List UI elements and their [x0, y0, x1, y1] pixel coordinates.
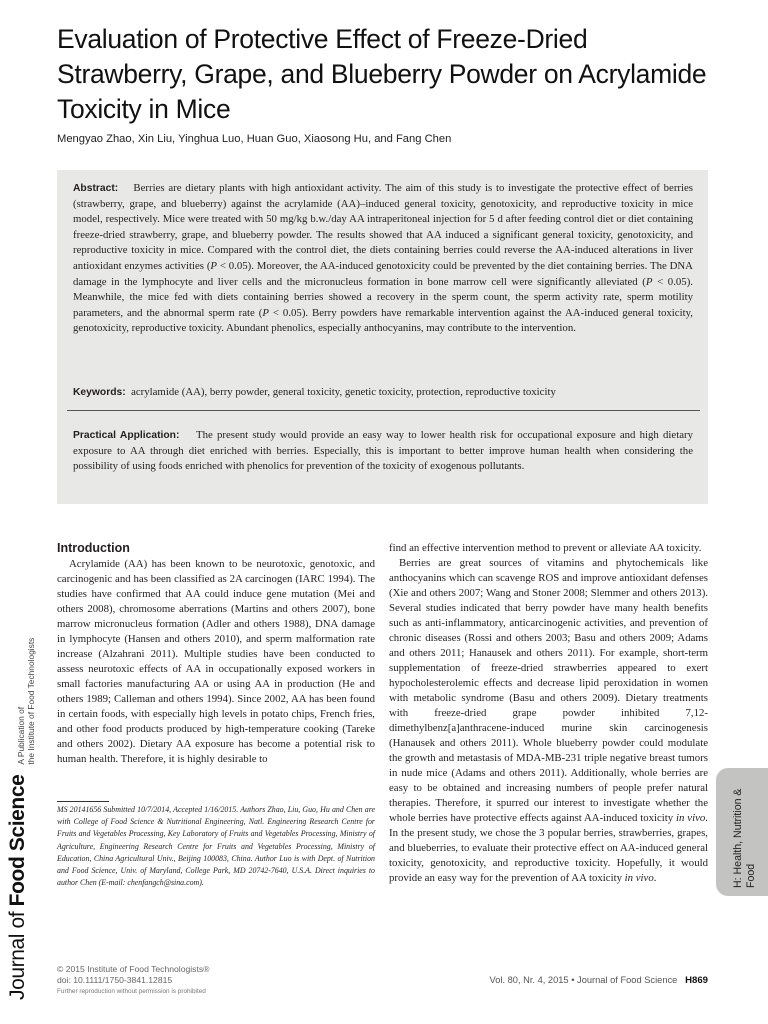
reproduction-notice: Further reproduction without permission is prohibited	[57, 988, 206, 995]
intro-p2-text-c: .	[653, 872, 657, 884]
abstract-text-2: < 0.05). Moreover, the AA-induced genotoxicity could be prevented by the diet containing berries. The DNA damage in the lymphocyte and liver cells and the micronucleus formation in bone marrow cell were significantly alleviated (	[73, 259, 693, 288]
abstract-text-1: Berries are dietary plants with high antioxidant activity. The aim of this study is to investigate the protective effect of berries (strawberry, grape, and blueberry) against the acrylamide (AA)–induced general toxicity, genotoxicity, and reproductive toxicity in mice model, respectively. Mice were treated with 50 mg/kg b.w./day AA intraperitoneal injection for 5 d after feeding control diet or diet containing freeze-dried strawberry, grape, and blueberry powder. The results showed that AA induced a significant general toxicity, genotoxicity, and reproductive toxicity in mice. Compared with the control diet, the diets containing berries could reverse the AA-induced alterations in liver antioxidant enzymes activities (	[73, 182, 693, 272]
in-vivo-term: in vivo	[624, 872, 654, 884]
submission-footnote: MS 20141656 Submitted 10/7/2014, Accepted 1/16/2015. Authors Zhao, Liu, Guo, Hu and Chen are with College of Food Science & Nutritional Engineering, Natl. Engineering Research Centre for Fruits and Vegetables Processing, Key Laboratory of Fruits and Vegetables Processing, Ministry of Agriculture, Engineering Research Centre for Fruits and Vegetables Processing, Ministry of Education, China Agricultural Univ., Beijing 100083, China. Author Luo is with Dept. of Nutrition and Food Science, Univ. of Maryland, College Park, MD 20742-7640, U.S.A. Direct inquiries to author Chen (E-mail: chenfangch@sina.com).	[57, 805, 375, 888]
practical-text: The present study would provide an easy way to lower health risk for occupational exposure and high dietary exposure to AA through diet enriched with berries. Especially, this is important to better improve human health when considering the possibility of using foods enriched with phenolics for prevention of the toxicity of exogenous pollutants.	[73, 429, 693, 473]
volume-info: Vol. 80, Nr. 4, 2015	[489, 975, 569, 985]
intro-paragraph-1: Acrylamide (AA) has been known to be neurotoxic, genotoxic, and carcinogenic and has been classified as 2A carcinogen (IARC 1994). The studies have confirmed that AA could induce gene mutation (Mei and others 2008), chromosome aberrations (Martins and others 2007), bone marrow micronucleus formation (Adler and others 1988), DNA damage in lymphocyte (Hansen and others 2010), and sperm malformation rate increase (Alzahrani 2011). Multiple studies have been conducted to assess neurotoxic effects of AA in occupationally exposed workers in small factories manufacturing AA or using AA in production (He and others 1989; Calleman and others 1994). Since 2002, AA has been found in certain foods, with especially high levels in potato chips, French fries, and other food products produced by high-temperature cooking (Tareke and others 2002). Dietary AA exposure has become a potential risk to human health. Therefore, it is highly desirable to	[57, 558, 375, 765]
section-heading-introduction: Introduction	[57, 541, 130, 555]
footer-journal-info	[490, 975, 708, 986]
intro-paragraph-1-cont: find an effective intervention method to prevent or alleviate AA toxicity.	[389, 542, 702, 554]
page-number: H869	[685, 975, 708, 986]
in-vivo-term: in vivo	[676, 812, 706, 824]
section-tab-label: H: Health, Nutrition & Food	[732, 788, 757, 888]
intro-p2-text-b: . In the present study, we chose the 3 popular berries, strawberries, grapes, and blueberries, to evaluate their protective effect on AA-induced general toxicity, genotoxicity, and reproductive toxicity. Hopefully, it would provide an easy way for the prevention of AA toxicity	[389, 812, 708, 884]
publisher-line-2: the Institute of Food Technologists	[26, 637, 36, 765]
p-symbol: P	[645, 275, 653, 288]
copyright-text: © 2015 Institute of Food Technologists®	[57, 964, 210, 974]
journal-name: Journal of Food Science	[577, 975, 678, 985]
intro-p2-text-a: Berries are great sources of vitamins and phytochemicals like anthocyanins which can scavenge ROS and improve antioxidant defenses (Xie and others 2007; Wang and Stoner 2008; Slemmer and others 2013). Several studies indicated that berry powder have many health benefits such as anti-inflammatory, anticarcinogenic activities, and prevention of chronic diseases (Rossi and others 2003; Basu and others 2009; Adams and others 2011; Hanausek and others 2011). For example, short-term supplementation of freeze-dried strawberries appeared to exert hypocholesterolemic effects and decrease lipid peroxidation in women with metabolic syndrome (Basu and others 2009). Dietary treatments with freeze-dried grape powder inhibited 7,12-dimethylbenz[a]anthracene-induced murine skin carcinogenesis (Hanausek and others 2011). Whole blueberry powder could modulate the growth and metastasis of MDA-MB-231 triple negative breast tumors in nude mice (Adams and others 2011). Additionally, whole berries are easy to be obtained and increasing numbers of people prefer natural therapies. Therefore, it spurred our interest to investigate whether the whole berries have protective effects against AA-induced toxicity	[389, 557, 708, 824]
publisher-tagline	[16, 638, 36, 765]
keywords	[73, 385, 693, 401]
footnote-divider	[57, 801, 109, 802]
abstract-text-4: < 0.05). Berry powders have remarkable intervention against the AA-induced general toxicity, genotoxicity, reproductive toxicity. Abundant phenolics, especially anthocyanins, may contribute to the intervention.	[73, 306, 693, 335]
journal-logo-bold: Food Science	[6, 774, 29, 907]
doi-link[interactable]: doi: 10.1111/1750-3841.12815	[57, 975, 173, 985]
abstract-box	[57, 170, 708, 504]
journal-logo-prefix: Journal of	[6, 906, 29, 1000]
right-column	[389, 541, 708, 886]
practical-application	[73, 428, 693, 475]
author-list: Mengyao Zhao, Xin Liu, Yinghua Luo, Huan Guo, Xiaosong Hu, and Fang Chen	[57, 133, 452, 145]
footer-copyright-block	[57, 964, 209, 997]
p-symbol: P	[210, 259, 218, 272]
journal-logo	[6, 638, 36, 1000]
p-symbol: P	[262, 306, 269, 319]
publisher-line-1: A Publication of	[16, 706, 26, 765]
practical-label: Practical Application:	[73, 430, 180, 441]
abstract	[73, 181, 693, 337]
section-tab	[716, 768, 768, 896]
article-title: Evaluation of Protective Effect of Freeze-Dried Strawberry, Grape, and Blueberry Powder on Acrylamide Toxicity in Mice	[57, 24, 707, 124]
keywords-text: acrylamide (AA), berry powder, general toxicity, genetic toxicity, protection, reproductive toxicity	[131, 386, 556, 398]
keywords-label: Keywords:	[73, 387, 126, 398]
abstract-text-3: < 0.05). Meanwhile, the mice fed with diets containing berries showed a recovery in the sperm count, the sperm activity rate, sperm motility parameters, and the abnormal sperm rate (	[73, 275, 693, 319]
abstract-divider	[67, 410, 700, 411]
separator-bullet: •	[571, 975, 575, 985]
abstract-label: Abstract:	[73, 183, 119, 194]
intro-paragraph-2	[389, 556, 708, 886]
journal-logo-name	[6, 775, 30, 1000]
